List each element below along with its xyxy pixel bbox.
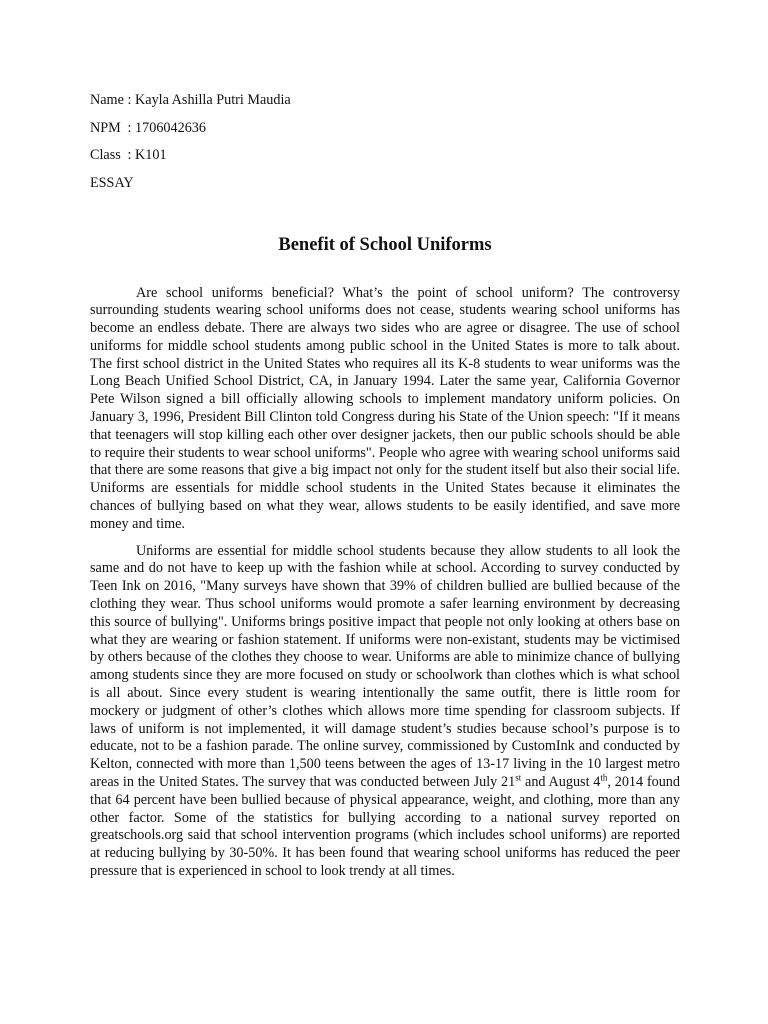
class-value: : K101: [127, 147, 167, 163]
class-label: Class: [90, 147, 121, 163]
essay-title: Benefit of School Uniforms: [278, 234, 492, 255]
npm-value: : 1706042636: [127, 119, 206, 136]
name-value: : Kayla Ashilla Putri Maudia: [127, 92, 291, 108]
npm-row: [90, 119, 680, 137]
npm-label: NPM: [90, 119, 121, 136]
name-label: Name: [90, 92, 124, 108]
superscript-th: th: [600, 772, 608, 783]
class-row: [90, 146, 680, 164]
paragraph-2-part-a: Uniforms are essential for middle school students because they allow students to all look the same and do not have to keep up with the fashion while at school. According to survey conducted by Teen Ink on 2016, "Many surveys have shown that 39% of children bullied are bullied because of the clothing they wear. Thus school uniforms would promote a safer learning environment by decreasing this source of bullying". Uniforms brings positive impact that people not only looking at others base on what they are wearing or fashion statement. If uniforms were non-existant, students may be victimised by others because of the clothes they choose to wear. Uniforms are able to minimize chance of bullying among students since they are more focused on study or schoolwork than clothes which is what school is all about. Since every student is wearing intentionally the same outfit, there is little room for mockery or judgment of other’s clothes which allows more time spending for classroom subjects. If laws of uniform is not implemented, it will damage student’s studies because school’s purpose is to educate, not to be a fashion parade. The online survey, commissioned by CustomInk and conducted by Kelton, connected with more than 1,500 teens between the ages of 13-17 living in the 10 largest metro areas in the United States. The survey that was conducted between July 21: [90, 542, 680, 791]
paragraph-2-part-c: , 2014 found that 64 percent have been bullied because of physical appearance, weight, and clothing, more than any other factor. Some of the statistics for bullying according to a national survey reported on greatschools.org said that school intervention programs (which includes school uniforms) are reported at reducing bullying by 30-50%. It has been found that wearing school uniforms has reduced the peer pressure that is experienced in school to look trendy at all times.: [90, 774, 680, 879]
name-row: [90, 91, 680, 109]
paragraph-1: Are school uniforms beneficial? What’s the point of school uniform? The controversy surrounding students wearing school uniforms does not cease, students wearing school uniforms has become an endless debate. There are always two sides who are agree or disagree. The use of school uniforms for middle school students among public school in the United States is more to talk about. The first school district in the United States who requires all its K-8 students to wear uniforms was the Long Beach Unified School District, CA, in January 1994. Later the same year, California Governor Pete Wilson signed a bill officially allowing schools to implement mandatory uniform policies. On January 3, 1996, President Bill Clinton told Congress during his State of the Union speech: "If it means that teenagers will stop killing each other over designer jackets, then our public schools should be able to require their students to wear school uniforms". People who agree with wearing school uniforms said that there are some reasons that give a big impact not only for the student itself but also their social life. Uniforms are essentials for middle school students in the United States because it eliminates the chances of bullying based on what they wear, allows students to be easily identified, and save more money and time.: [90, 284, 680, 532]
superscript-st: st: [515, 772, 522, 783]
paragraph-2: [90, 543, 680, 881]
paragraph-2-part-b: and August 4: [521, 774, 601, 791]
doc-type-label: ESSAY: [90, 174, 134, 191]
